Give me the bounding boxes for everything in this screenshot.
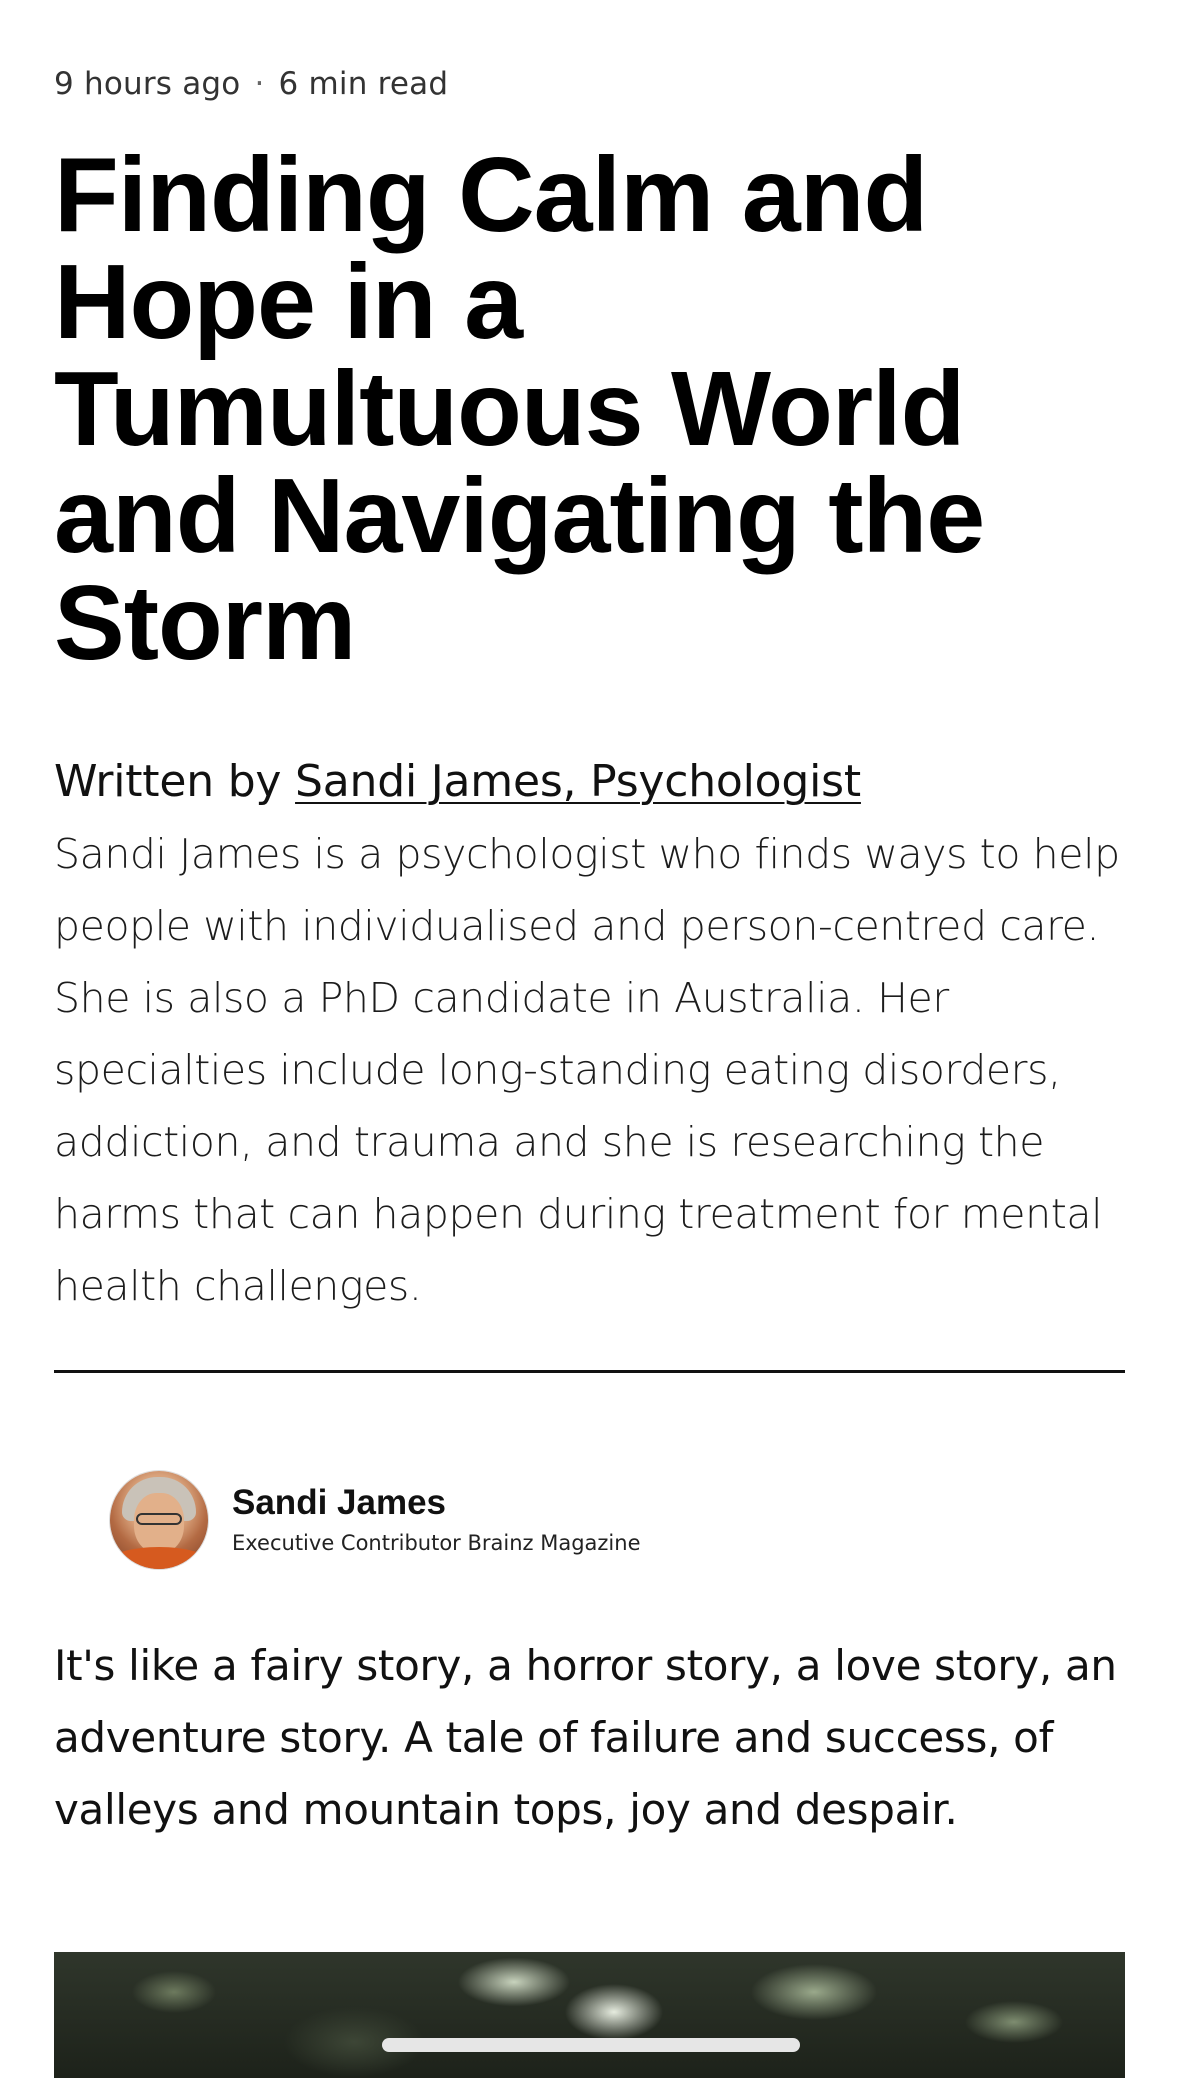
article-title: Finding Calm and Hope in a Tumultuous World and Navigating the Storm	[54, 136, 985, 682]
home-indicator[interactable]	[382, 2038, 800, 2052]
article-hero-image	[54, 1952, 1125, 2078]
section-divider	[54, 1370, 1125, 1373]
byline	[54, 752, 861, 812]
byline-prefix: Written by	[54, 756, 296, 807]
author-bio: Sandi James is a psychologist who finds ways to help people with individualised and person-centred care. She is also a PhD candidate in Australia. Her specialties include long-standing eating disorders, addiction, and trauma and she is researching the harms that can happen during treatment for mental health challenges.	[54, 830, 1120, 1310]
author-link[interactable]: Sandi James, Psychologist	[295, 756, 861, 807]
author-name[interactable]: Sandi James	[232, 1483, 446, 1522]
author-card[interactable]	[110, 1470, 641, 1570]
meta-separator: ·	[254, 66, 265, 102]
read-time: 6 min read	[278, 66, 449, 102]
article-meta	[54, 66, 448, 102]
author-card-text	[232, 1482, 641, 1558]
time-ago: 9 hours ago	[54, 66, 241, 102]
author-role: Executive Contributor Brainz Magazine	[232, 1531, 641, 1555]
avatar[interactable]	[110, 1471, 208, 1569]
article-lead-paragraph: It's like a fairy story, a horror story, a love story, an adventure story. A tale of failure and success, of valleys and mountain tops, joy and despair.	[54, 1641, 1117, 1834]
